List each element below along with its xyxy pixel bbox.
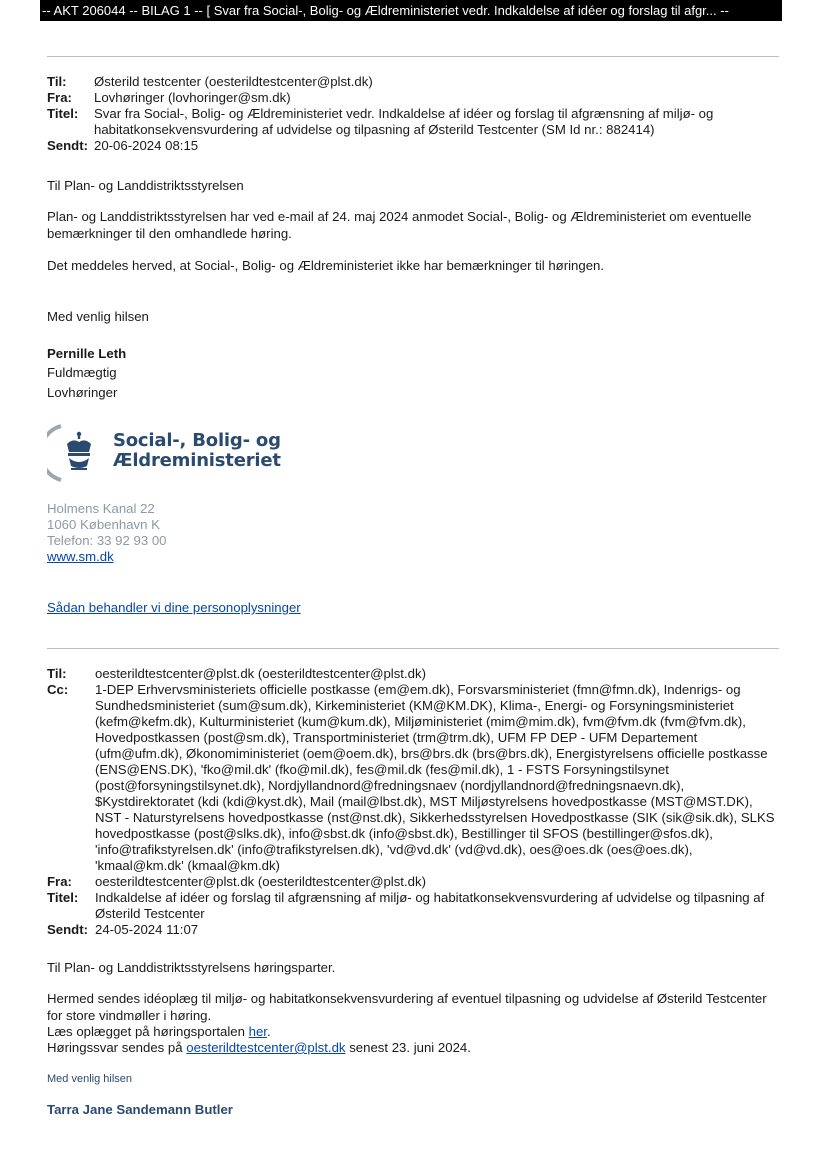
- mail1-signature-dept: Lovhøringer: [47, 385, 118, 400]
- to-value: oesterildtestcenter@plst.dk (oesterildtestcenter@plst.dk): [95, 666, 426, 681]
- mail2-header: [47, 666, 782, 938]
- mail1-paragraph-2: Det meddeles herved, at Social-, Bolig- og Ældreministeriet ikke har bemærkninger til høringen.: [47, 258, 605, 273]
- from-value: oesterildtestcenter@plst.dk (oesterildtestcenter@plst.dk): [95, 874, 426, 889]
- to-label: Til:: [47, 74, 67, 89]
- address-street: Holmens Kanal 22: [47, 501, 155, 516]
- mail2-signature-name: Tarra Jane Sandemann Butler: [47, 1102, 233, 1117]
- address-city: 1060 København K: [47, 517, 160, 532]
- paragraph-text: senest 23. juni 2024.: [345, 1040, 471, 1055]
- address-phone: Telefon: 33 92 93 00: [47, 533, 167, 548]
- subject-value: Svar fra Social-, Bolig- og Ældreministeriet vedr. Indkaldelse af idéer og forslag til afgrænsning af miljø- og habitatkonsekvensvurdering af udvidelse og tilpasning af Østerild Testcenter (SM Id nr.: 882414): [94, 106, 714, 137]
- mail1-sent-row: [47, 138, 782, 154]
- subject-value: Indkaldelse af idéer og forslag til afgrænsning af miljø- og habitatkonsekvensvurdering af udvidelse og tilpasning af Østerild Testcenter: [95, 890, 765, 921]
- mail2-sent-row: [47, 922, 782, 938]
- divider: [47, 56, 779, 57]
- mail1-from-row: [47, 90, 782, 106]
- sent-value: 20-06-2024 08:15: [94, 138, 199, 153]
- paragraph-text: Høringssvar sendes på: [47, 1040, 187, 1055]
- logo-line-1: Social-, Bolig- og: [113, 430, 281, 451]
- paragraph-text: Læs oplægget på høringsportalen: [47, 1024, 249, 1039]
- ministry-logo: [47, 422, 281, 484]
- to-value: Østerild testcenter (oesterildtestcenter@plst.dk): [94, 74, 373, 89]
- document-title-bar: -- AKT 206044 -- BILAG 1 -- [ Svar fra Social-, Bolig- og Ældreministeriet vedr. Indkaldelse af idéer og forslag til afgr... --: [40, 0, 782, 21]
- mail2-to-row: [47, 666, 782, 682]
- cc-value: 1-DEP Erhvervsministeriets officielle postkasse (em@em.dk), Forsvarsministeriet (fmn@fmn.dk), Indenrigs- og Sundhedsministeriet (sum@sum.dk), Kirkeministeriet (KM@KM.DK), Klima-, Energi- og Forsyningsministeriet (kefm@kefm.dk), Kulturministeriet (kum@kum.dk), Miljøministeriet (mim@mim.dk), fvm@fvm.dk (fvm@fvm.dk), Hovedpostkassen (post@sm.dk), Transportministeriet (trm@trm.dk), UFM FP DEP - UFM Departement (ufm@ufm.dk), Økonomiministeriet (oem@oem.dk), brs@brs.dk (brs@brs.dk), Energistyrelsens officielle postkasse (ENS@ENS.DK), 'fko@mil.dk' (fko@mil.dk), fes@mil.dk (fes@mil.dk), 1 - FSTS Forsyningstilsynet (post@forsyningstilsynet.dk), Nordjyllandnord@fredningsnaev (nordjyllandnord@fredningsnaevn.dk), $Kystdirektoratet (kdi (kdi@kyst.dk), Mail (mail@lbst.dk), MST Miljøstyrelsens hovedpostkasse (MST@MST.DK), NST - Naturstyrelsens hovedpostkasse (nst@nst.dk), Sikkerhedsstyrelsen Hovedpostkasse (SIK (sik@sik.dk), SLKS hovedpostkasse (post@slks.dk), info@sbst.dk (info@sbst.dk), Bestillinger til SFOS (bestillinger@sfos.dk), 'info@trafikstyrelsen.dk' (info@trafikstyrelsen.dk), 'vd@vd.dk' (vd@vd.dk), oes@oes.dk (oes@oes.dk), 'kmaal@km.dk' (kmaal@km.dk): [95, 682, 775, 873]
- logo-wordmark: [113, 431, 281, 471]
- mail1-paragraph-1: Plan- og Landdistriktsstyrelsen har ved e-mail af 24. maj 2024 anmodet Social-, Bolig- og Ældreministeriet om eventuelle bemærkninger til den omhandlede høring.: [47, 209, 752, 241]
- mail1-signature-name: Pernille Leth: [47, 346, 127, 361]
- mail1-greeting: Til Plan- og Landdistriktsstyrelsen: [47, 178, 244, 193]
- sent-label: Sendt:: [47, 922, 89, 937]
- subject-label: Titel:: [47, 106, 79, 121]
- mail2-from-row: [47, 874, 782, 890]
- mail2-subject-row: [47, 890, 782, 922]
- mail2-paragraph-2: [47, 1023, 782, 1040]
- privacy-link[interactable]: Sådan behandler vi dine personoplysninger: [47, 600, 301, 615]
- mail1-subject-row: [47, 106, 782, 138]
- mail2-paragraph-1: Hermed sendes idéoplæg til miljø- og habitatkonsekvensvurdering af eventuel tilpasning og udvidelse af Østerild Testcenter for store vindmøller i høring.: [47, 991, 767, 1023]
- mail1-closing: Med venlig hilsen: [47, 309, 149, 324]
- mail2-greeting: Til Plan- og Landdistriktsstyrelsens høringsparter.: [47, 960, 336, 975]
- paragraph-text: .: [266, 1024, 271, 1039]
- mail2-closing: Med venlig hilsen: [47, 1073, 132, 1085]
- logo-line-2: Ældreministeriet: [113, 450, 281, 471]
- from-label: Fra:: [47, 874, 72, 889]
- portal-link[interactable]: her: [248, 1024, 267, 1039]
- subject-label: Titel:: [47, 890, 79, 905]
- from-label: Fra:: [47, 90, 72, 105]
- cc-label: Cc:: [47, 682, 69, 697]
- website-link[interactable]: www.sm.dk: [47, 549, 114, 564]
- divider: [47, 648, 779, 649]
- email-link[interactable]: oesterildtestcenter@plst.dk: [186, 1040, 346, 1055]
- sent-label: Sendt:: [47, 138, 89, 153]
- mail1-to-row: [47, 74, 782, 90]
- mail1-signature-title: Fuldmægtig: [47, 365, 117, 380]
- sent-value: 24-05-2024 11:07: [95, 922, 199, 937]
- mail1-header: [47, 74, 782, 154]
- mail2-paragraph-3: [47, 1039, 782, 1056]
- crown-emblem-icon: [47, 422, 111, 484]
- from-value: Lovhøringer (lovhoringer@sm.dk): [94, 90, 291, 105]
- mail2-cc-row: [47, 682, 782, 874]
- to-label: Til:: [47, 666, 67, 681]
